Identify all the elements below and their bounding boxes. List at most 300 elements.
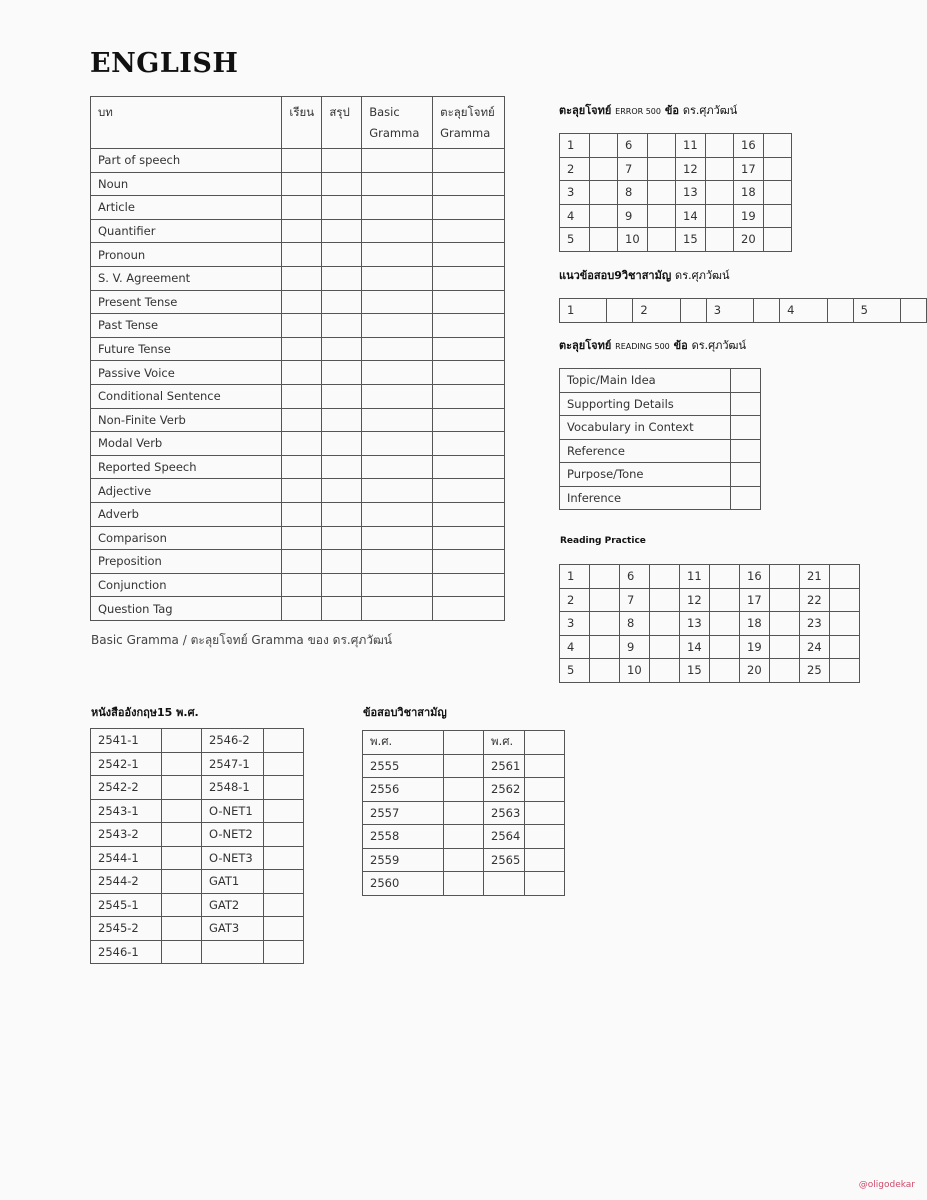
lesson-row [91, 384, 505, 408]
blank-cell [710, 588, 740, 612]
blank-cell [648, 157, 676, 181]
check-cell [433, 149, 505, 173]
number-cell: 2 [560, 588, 590, 612]
error500-title [559, 101, 737, 119]
year-cell: 2545-1 [91, 893, 162, 917]
blank-cell [710, 565, 740, 589]
blank-cell [590, 181, 618, 205]
lesson-row [91, 361, 505, 385]
practice-row [560, 635, 860, 659]
number-cell: 6 [618, 134, 648, 158]
error500-title-author: ดร.ศุภวัฒน์ [682, 104, 738, 117]
number-cell: 3 [706, 299, 753, 323]
check-cell [362, 408, 433, 432]
lesson-name: Conjunction [91, 573, 282, 597]
blank-cell [444, 848, 484, 872]
check-cell [433, 597, 505, 621]
books15-row [91, 917, 304, 941]
check-cell [282, 149, 322, 173]
check-cell [362, 314, 433, 338]
reading500-row [560, 416, 761, 440]
blank-cell [162, 752, 202, 776]
lessons-header-row [91, 97, 505, 149]
header-basic-gramma: Basic Gramma [362, 97, 433, 149]
reading500-row [560, 486, 761, 510]
blank-cell [706, 181, 734, 205]
check-cell [362, 455, 433, 479]
blank-cell [264, 940, 304, 964]
nine-exam-title: ข้อสอบวิชาสามัญ [363, 706, 447, 719]
blank-cell [264, 776, 304, 800]
number-cell: 4 [780, 299, 827, 323]
reading500-table [559, 368, 761, 510]
blank-cell [650, 565, 680, 589]
blank-cell [770, 659, 800, 683]
number-cell: 1 [560, 134, 590, 158]
reading500-title-bold: ตะลุยโจทย์ [559, 339, 612, 352]
check-cell [322, 337, 362, 361]
topic-cell: Supporting Details [560, 392, 731, 416]
number-cell: 9 [620, 635, 650, 659]
check-cell [362, 196, 433, 220]
blank-cell [444, 754, 484, 778]
nine-subjects-title-bold: แนวข้อสอบ9วิชาสามัญ [559, 269, 672, 282]
check-cell [433, 290, 505, 314]
blank-cell [754, 299, 780, 323]
number-cell: 16 [740, 565, 770, 589]
blank-cell [590, 204, 618, 228]
number-cell: 23 [800, 612, 830, 636]
blank-cell [764, 181, 792, 205]
blank-cell [525, 778, 565, 802]
blank-cell [162, 940, 202, 964]
lesson-row [91, 550, 505, 574]
check-cell [362, 573, 433, 597]
error500-row [560, 157, 792, 181]
blank-cell [650, 659, 680, 683]
check-cell [282, 597, 322, 621]
lesson-row [91, 455, 505, 479]
lesson-name: Past Tense [91, 314, 282, 338]
number-cell: 11 [676, 134, 706, 158]
year-cell: 2563 [484, 801, 525, 825]
check-cell [322, 314, 362, 338]
blank-cell [264, 752, 304, 776]
practice-row [560, 588, 860, 612]
year-cell: 2545-2 [91, 917, 162, 941]
check-cell [322, 243, 362, 267]
lesson-row [91, 526, 505, 550]
page-title: ENGLISH [90, 48, 239, 79]
header-year: พ.ศ. [484, 731, 525, 755]
lessons-table [90, 96, 505, 621]
number-cell: 18 [734, 181, 764, 205]
blank-cell [710, 612, 740, 636]
number-cell: 22 [800, 588, 830, 612]
blank-cell [764, 134, 792, 158]
check-cell [322, 384, 362, 408]
year-cell: O-NET1 [202, 799, 264, 823]
lesson-name: Modal Verb [91, 432, 282, 456]
number-cell: 17 [740, 588, 770, 612]
lessons-note: Basic Gramma / ตะลุยโจทย์ Gramma ของ ดร.ศุภวัฒน์ [91, 633, 393, 647]
check-cell [433, 479, 505, 503]
check-cell [282, 290, 322, 314]
blank-cell [162, 799, 202, 823]
number-cell: 4 [560, 635, 590, 659]
practice-row [560, 612, 860, 636]
check-cell [362, 149, 433, 173]
number-cell: 1 [560, 565, 590, 589]
year-cell: 2561 [484, 754, 525, 778]
year-cell: 2542-1 [91, 752, 162, 776]
check-cell [433, 172, 505, 196]
topic-cell: Reference [560, 439, 731, 463]
check-cell [433, 408, 505, 432]
year-cell: 2546-1 [91, 940, 162, 964]
blank-cell [162, 870, 202, 894]
error500-row [560, 134, 792, 158]
reading500-title [559, 336, 746, 354]
year-cell: 2557 [363, 801, 444, 825]
blank-cell [830, 635, 860, 659]
books15-row [91, 893, 304, 917]
lesson-name: Pronoun [91, 243, 282, 267]
check-cell [282, 337, 322, 361]
topic-cell: Purpose/Tone [560, 463, 731, 487]
lesson-name: Adjective [91, 479, 282, 503]
blank-cell [525, 754, 565, 778]
lesson-name: Question Tag [91, 597, 282, 621]
number-cell: 1 [560, 299, 607, 323]
year-cell: 2544-2 [91, 870, 162, 894]
check-cell [362, 337, 433, 361]
year-cell: 2559 [363, 848, 444, 872]
number-cell: 24 [800, 635, 830, 659]
blank-cell [525, 731, 565, 755]
nine-exam-row [363, 848, 565, 872]
header-gramma-practice: ตะลุยโจทย์ Gramma [433, 97, 505, 149]
lesson-row [91, 408, 505, 432]
check-cell [362, 597, 433, 621]
lesson-row [91, 314, 505, 338]
year-cell: 2564 [484, 825, 525, 849]
nine-exam-row [363, 754, 565, 778]
books15-row [91, 799, 304, 823]
blank-cell [264, 917, 304, 941]
year-cell: 2565 [484, 848, 525, 872]
check-cell [362, 526, 433, 550]
check-cell [322, 196, 362, 220]
blank-cell [590, 228, 618, 252]
number-cell: 3 [560, 612, 590, 636]
check-cell [362, 266, 433, 290]
check-cell [433, 432, 505, 456]
check-cell [362, 550, 433, 574]
year-cell: GAT2 [202, 893, 264, 917]
blank-cell [731, 392, 761, 416]
nine-exam-header [363, 731, 565, 755]
check-cell [362, 479, 433, 503]
lesson-name: Future Tense [91, 337, 282, 361]
blank-cell [648, 181, 676, 205]
check-cell [433, 384, 505, 408]
number-cell: 13 [680, 612, 710, 636]
check-cell [322, 290, 362, 314]
check-cell [282, 384, 322, 408]
check-cell [282, 266, 322, 290]
number-cell: 19 [734, 204, 764, 228]
year-cell: O-NET2 [202, 823, 264, 847]
number-cell: 5 [560, 659, 590, 683]
lesson-row [91, 573, 505, 597]
year-cell: 2541-1 [91, 729, 162, 753]
books15-row [91, 776, 304, 800]
blank-cell [162, 729, 202, 753]
blank-cell [650, 635, 680, 659]
blank-cell [162, 823, 202, 847]
lesson-row [91, 266, 505, 290]
check-cell [322, 172, 362, 196]
watermark: @oligodekar [858, 1180, 915, 1190]
topic-cell: Topic/Main Idea [560, 369, 731, 393]
check-cell [282, 455, 322, 479]
error500-row [560, 181, 792, 205]
check-cell [282, 550, 322, 574]
number-cell: 8 [618, 181, 648, 205]
nine-exam-row [363, 872, 565, 896]
reading500-row [560, 392, 761, 416]
number-cell: 20 [734, 228, 764, 252]
blank-cell [607, 299, 633, 323]
year-cell: O-NET3 [202, 846, 264, 870]
books15-row [91, 752, 304, 776]
blank-cell [264, 799, 304, 823]
reading500-row [560, 439, 761, 463]
nine-exam-row [363, 801, 565, 825]
blank-cell [444, 801, 484, 825]
header-summary: สรุป [322, 97, 362, 149]
books15-row [91, 940, 304, 964]
check-cell [322, 455, 362, 479]
year-cell: 2543-1 [91, 799, 162, 823]
books15-row [91, 729, 304, 753]
books15-row [91, 823, 304, 847]
reading500-title-bold2: ข้อ [673, 339, 688, 352]
number-cell: 3 [560, 181, 590, 205]
check-cell [282, 172, 322, 196]
reading500-row [560, 369, 761, 393]
nine-exam-row [363, 778, 565, 802]
check-cell [433, 243, 505, 267]
check-cell [433, 314, 505, 338]
blank-cell [706, 134, 734, 158]
blank-cell [830, 612, 860, 636]
check-cell [322, 597, 362, 621]
lesson-row [91, 196, 505, 220]
number-cell: 7 [620, 588, 650, 612]
check-cell [322, 408, 362, 432]
blank-cell [706, 157, 734, 181]
error500-row [560, 228, 792, 252]
lesson-name: Article [91, 196, 282, 220]
blank-cell [590, 659, 620, 683]
number-cell: 14 [680, 635, 710, 659]
blank-cell [770, 612, 800, 636]
blank-cell [731, 369, 761, 393]
check-cell [282, 219, 322, 243]
year-cell: GAT1 [202, 870, 264, 894]
lesson-name: Part of speech [91, 149, 282, 173]
lesson-row [91, 149, 505, 173]
lesson-row [91, 290, 505, 314]
number-cell: 10 [620, 659, 650, 683]
blank-cell [731, 416, 761, 440]
blank-cell [264, 893, 304, 917]
blank-cell [770, 565, 800, 589]
blank-cell [706, 228, 734, 252]
reading-practice-table [559, 564, 860, 683]
number-cell: 5 [560, 228, 590, 252]
year-cell: 2556 [363, 778, 444, 802]
lesson-name: Noun [91, 172, 282, 196]
lesson-name: Quantifier [91, 219, 282, 243]
check-cell [322, 526, 362, 550]
number-cell: 6 [620, 565, 650, 589]
check-cell [433, 196, 505, 220]
check-cell [433, 550, 505, 574]
check-cell [362, 290, 433, 314]
lesson-name: Passive Voice [91, 361, 282, 385]
lesson-row [91, 597, 505, 621]
blank-cell [764, 228, 792, 252]
number-cell: 7 [618, 157, 648, 181]
blank-cell [731, 439, 761, 463]
blank-cell [770, 635, 800, 659]
blank-cell [525, 848, 565, 872]
blank-cell [444, 778, 484, 802]
practice-row [560, 565, 860, 589]
check-cell [322, 550, 362, 574]
check-cell [282, 502, 322, 526]
check-cell [282, 526, 322, 550]
lesson-name: Reported Speech [91, 455, 282, 479]
number-cell: 5 [853, 299, 900, 323]
blank-cell [764, 204, 792, 228]
blank-cell [830, 659, 860, 683]
check-cell [433, 455, 505, 479]
number-cell: 8 [620, 612, 650, 636]
number-cell: 15 [676, 228, 706, 252]
number-cell: 17 [734, 157, 764, 181]
number-cell: 14 [676, 204, 706, 228]
reading500-title-small: READING 500 [615, 342, 670, 351]
year-cell: 2558 [363, 825, 444, 849]
lesson-name: Present Tense [91, 290, 282, 314]
blank-cell [731, 486, 761, 510]
topic-cell: Vocabulary in Context [560, 416, 731, 440]
year-cell: 2562 [484, 778, 525, 802]
lesson-name: Preposition [91, 550, 282, 574]
error500-title-small: ERROR 500 [615, 107, 661, 116]
year-cell: 2546-2 [202, 729, 264, 753]
check-cell [362, 361, 433, 385]
blank-cell [590, 134, 618, 158]
number-cell: 9 [618, 204, 648, 228]
number-cell: 18 [740, 612, 770, 636]
blank-cell [680, 299, 706, 323]
lesson-name: Non-Finite Verb [91, 408, 282, 432]
number-cell: 11 [680, 565, 710, 589]
blank-cell [162, 893, 202, 917]
check-cell [362, 432, 433, 456]
nine-exam-row [363, 825, 565, 849]
blank-cell [525, 825, 565, 849]
blank-cell [590, 635, 620, 659]
blank-cell [525, 801, 565, 825]
year-cell: 2544-1 [91, 846, 162, 870]
year-cell: 2542-2 [91, 776, 162, 800]
check-cell [362, 384, 433, 408]
blank-cell [444, 825, 484, 849]
blank-cell [900, 299, 926, 323]
number-cell: 12 [676, 157, 706, 181]
check-cell [433, 219, 505, 243]
blank-cell [525, 872, 565, 896]
check-cell [433, 573, 505, 597]
blank-cell [162, 846, 202, 870]
check-cell [282, 361, 322, 385]
number-cell: 19 [740, 635, 770, 659]
check-cell [362, 502, 433, 526]
check-cell [282, 243, 322, 267]
topic-cell: Inference [560, 486, 731, 510]
blank-cell [590, 157, 618, 181]
header-year: พ.ศ. [363, 731, 444, 755]
reading-practice-title: Reading Practice [560, 536, 646, 546]
number-cell: 10 [618, 228, 648, 252]
blank-cell [444, 731, 484, 755]
number-cell: 21 [800, 565, 830, 589]
check-cell [322, 361, 362, 385]
number-cell: 12 [680, 588, 710, 612]
check-cell [322, 266, 362, 290]
blank-cell [827, 299, 853, 323]
error500-title-bold: ตะลุยโจทย์ [559, 104, 612, 117]
check-cell [322, 502, 362, 526]
blank-cell [590, 565, 620, 589]
nine-exam-table [362, 730, 565, 896]
check-cell [282, 196, 322, 220]
check-cell [433, 361, 505, 385]
number-cell: 20 [740, 659, 770, 683]
books15-row [91, 846, 304, 870]
error500-row [560, 204, 792, 228]
check-cell [362, 243, 433, 267]
blank-cell [264, 823, 304, 847]
year-cell: 2555 [363, 754, 444, 778]
blank-cell [590, 588, 620, 612]
lesson-row [91, 219, 505, 243]
books15-table [90, 728, 304, 964]
check-cell [362, 172, 433, 196]
check-cell [282, 573, 322, 597]
blank-cell [764, 157, 792, 181]
lesson-row [91, 479, 505, 503]
blank-cell [264, 846, 304, 870]
check-cell [433, 266, 505, 290]
blank-cell [710, 635, 740, 659]
